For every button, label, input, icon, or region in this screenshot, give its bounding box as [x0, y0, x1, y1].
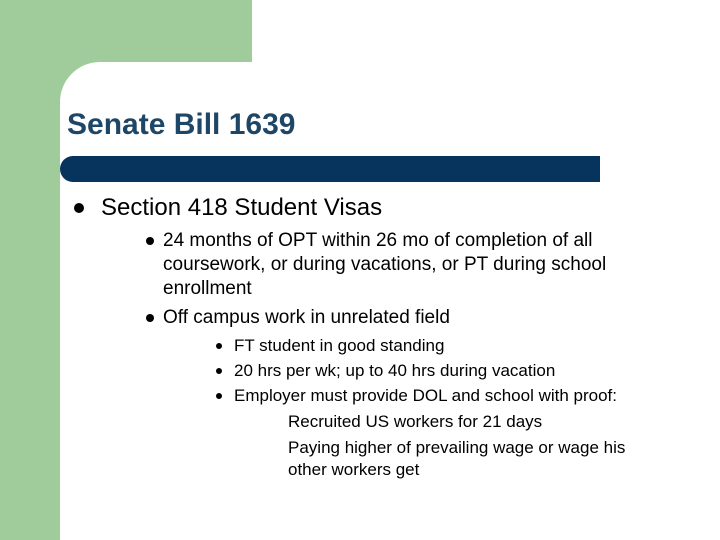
- bullet-opt-line-1: 24 months of OPT within 26 mo of completion of all: [163, 230, 593, 251]
- item-recruited: Recruited US workers for 21 days: [288, 412, 543, 431]
- bullet-20-hrs: 20 hrs per wk; up to 40 hrs during vacation: [234, 361, 556, 380]
- bullet-icon: [216, 393, 222, 399]
- title-underline-bar: [60, 156, 600, 182]
- bullet-employer: Employer must provide DOL and school with proof:: [234, 386, 617, 405]
- slide-title: Senate Bill 1639: [67, 108, 296, 141]
- bullet-icon: [74, 203, 84, 213]
- bullet-ft-student: FT student in good standing: [234, 336, 445, 355]
- bullet-off-campus: Off campus work in unrelated field: [163, 307, 450, 328]
- bullet-icon: [146, 237, 154, 245]
- bullet-icon: [146, 314, 154, 322]
- bullet-icon: [216, 368, 222, 374]
- item-paying-line-1: Paying higher of prevailing wage or wage his: [288, 438, 626, 457]
- green-left-bar: [0, 0, 60, 540]
- bullet-section-418: Section 418 Student Visas: [101, 194, 383, 221]
- bullet-icon: [216, 343, 222, 349]
- item-paying-line-2: other workers get: [288, 460, 420, 479]
- bullet-opt-line-2: coursework, or during vacations, or PT during school: [163, 254, 607, 275]
- bullet-opt-line-3: enrollment: [163, 278, 252, 299]
